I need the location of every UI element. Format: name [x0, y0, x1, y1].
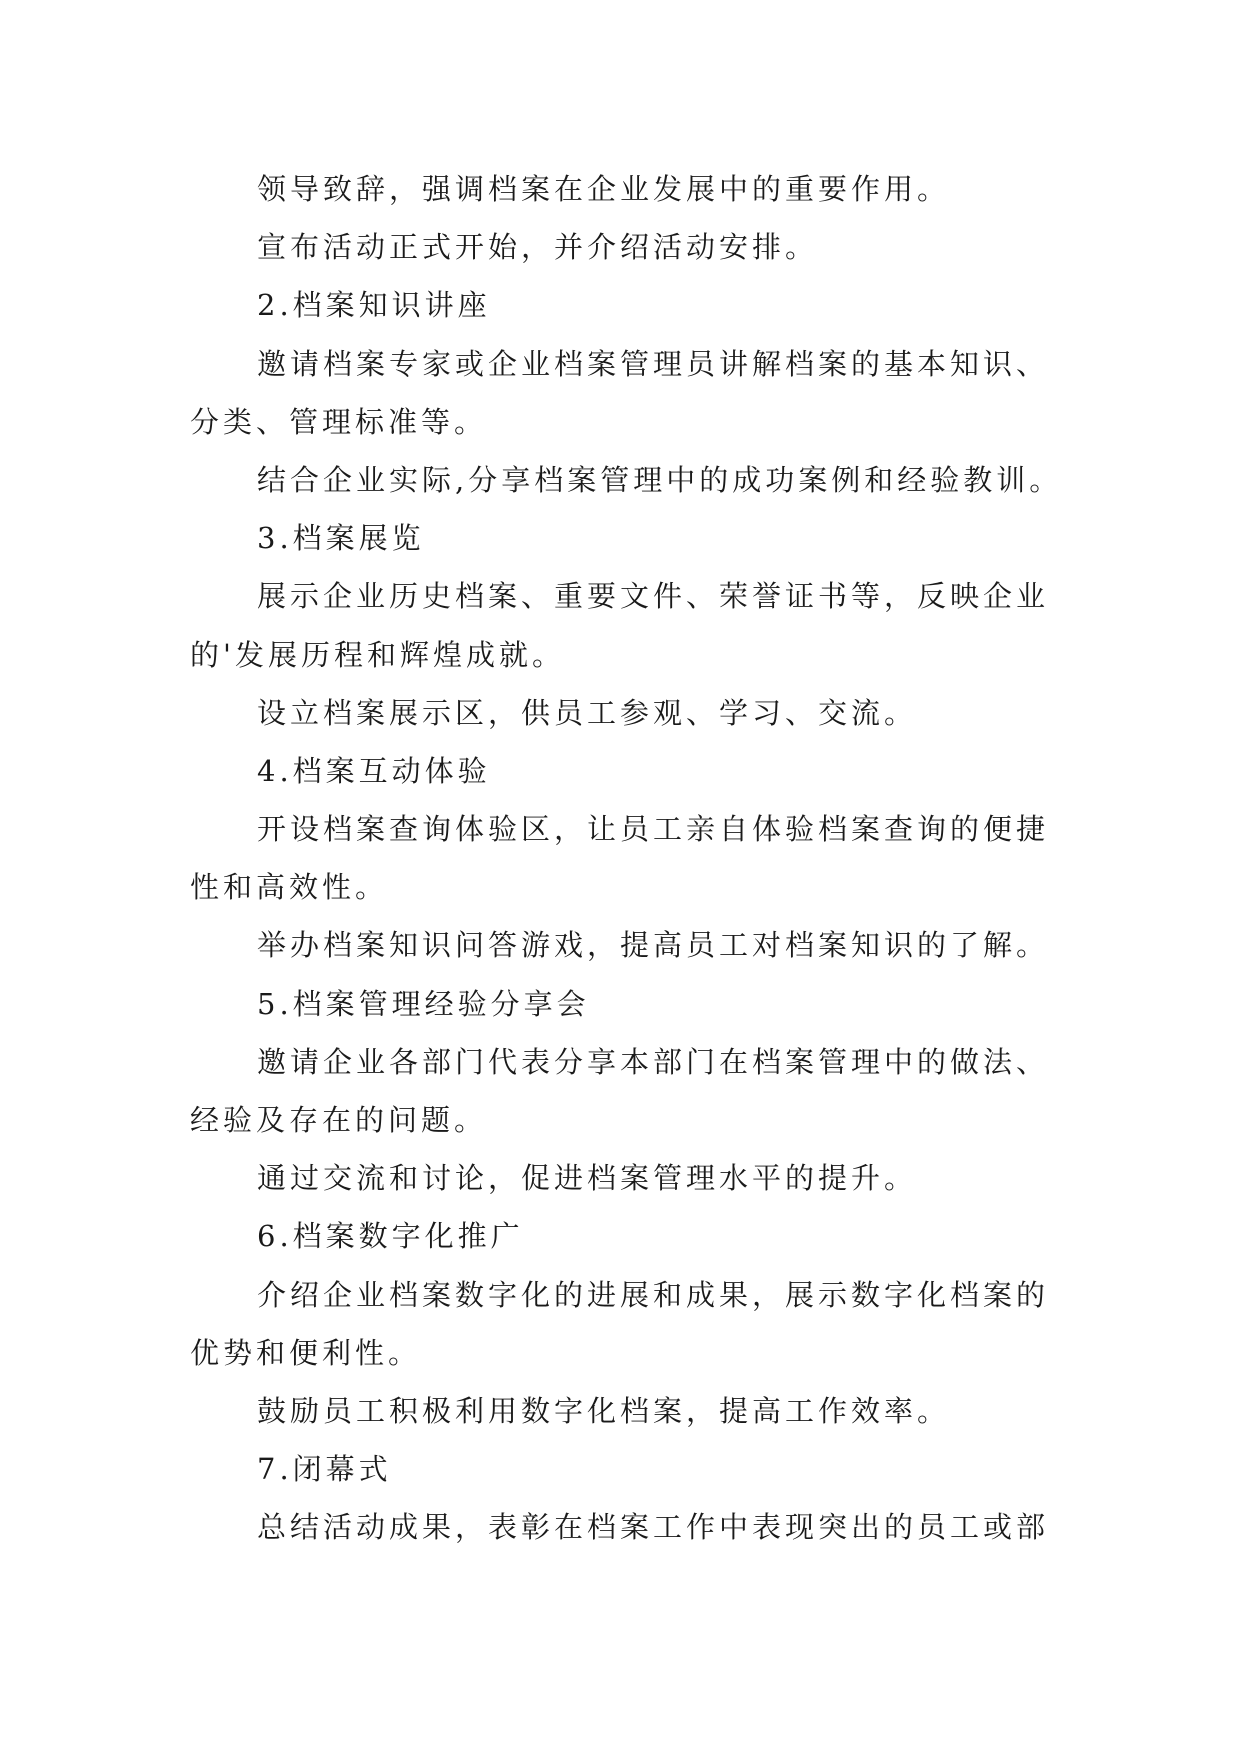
- section-heading: 2.档案知识讲座: [257, 288, 491, 323]
- section-heading: 3.档案展览: [257, 521, 425, 556]
- paragraph-line: 优势和便利性。: [190, 1335, 422, 1370]
- section-heading: 4.档案互动体验: [257, 753, 491, 788]
- paragraph-line: 设立档案展示区，供员工参观、学习、交流。: [257, 695, 918, 730]
- paragraph-line: 宣布活动正式开始，并介绍活动安排。: [257, 230, 819, 265]
- section-heading: 5.档案管理经验分享会: [257, 986, 590, 1021]
- paragraph-line: 性和高效性。: [190, 870, 389, 905]
- paragraph-line: 邀请档案专家或企业档案管理员讲解档案的基本知识、: [257, 346, 1050, 381]
- paragraph-line: 邀请企业各部门代表分享本部门在档案管理中的做法、: [257, 1044, 1050, 1079]
- paragraph-line: 分类、管理标准等。: [190, 404, 488, 439]
- paragraph-line: 通过交流和讨论，促进档案管理水平的提升。: [257, 1161, 918, 1196]
- paragraph-line: 领导致辞，强调档案在企业发展中的重要作用。: [257, 172, 951, 206]
- paragraph-line: 鼓励员工积极利用数字化档案，提高工作效率。: [257, 1393, 951, 1428]
- paragraph-line: 总结活动成果，表彰在档案工作中表现突出的员工或部: [257, 1510, 1050, 1545]
- paragraph-line: 结合企业实际,分享档案管理中的成功案例和经验教训。: [257, 462, 1063, 497]
- paragraph-line: 的'发展历程和辉煌成就。: [190, 637, 565, 672]
- section-heading: 7.闭幕式: [257, 1452, 392, 1487]
- document-body: [190, 160, 1070, 1557]
- paragraph-line: 展示企业历史档案、重要文件、荣誉证书等，反映企业: [257, 579, 1050, 614]
- paragraph-line: 介绍企业档案数字化的进展和成果，展示数字化档案的: [257, 1277, 1050, 1312]
- paragraph-line: 经验及存在的问题。: [190, 1103, 488, 1137]
- paragraph-line: 开设档案查询体验区，让员工亲自体验档案查询的便捷: [257, 812, 1050, 847]
- paragraph-line: 举办档案知识问答游戏，提高员工对档案知识的了解。: [257, 928, 1050, 963]
- section-heading: 6.档案数字化推广: [257, 1219, 524, 1254]
